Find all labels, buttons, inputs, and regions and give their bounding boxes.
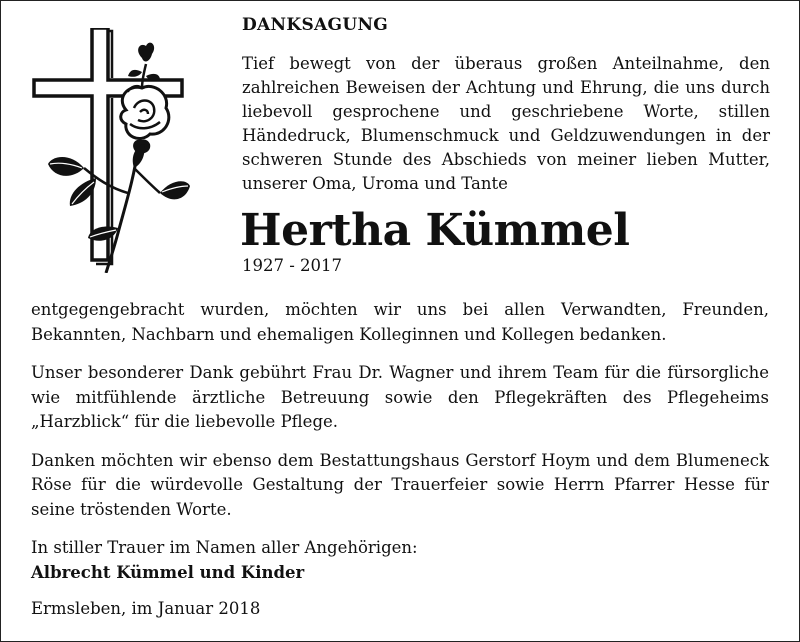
notice-heading: DANKSAGUNG [242, 15, 389, 35]
thanks-paragraph: Unser besonderer Dank gebührt Frau Dr. Wagner und ihrem Team für die fürsorgliche wie mitfühlende ärztliche Betreuung sowie den Pflegekräften des Pflegeheims „Harzblick“ für die liebevolle Pflege. [31, 363, 769, 431]
thanks-paragraph: Danken möchten wir ebenso dem Bestattungshaus Gerstorf Hoym und dem Blumeneck Röse für die würdevolle Gestaltung der Trauerfeier sowie Herrn Pfarrer Hesse für seine tröstenden Worte. [31, 450, 769, 519]
signature-block [31, 536, 769, 585]
thanks-paragraph: entgegengebracht wurden, möchten wir uns bei allen Verwandten, Freunden, Bekannten, Nachbarn und ehemaligen Kolleginnen und Kollegen bedanken. [31, 300, 769, 344]
notice-body [31, 298, 769, 618]
intro-text: Tief bewegt von der überaus großen Anteilnahme, den zahlreichen Beweisen der Achtung und Ehrung, die uns durch liebevoll gesprochene und geschriebene Worte, stillen Händedruck, Blumenschmuck und Geldzuwendungen in der schweren Stunde des Abschieds von meiner lieben Mutter, unserer Oma, Uroma und Tante [242, 54, 770, 193]
signature-names: Albrecht Kümmel und Kinder [31, 562, 305, 582]
cross-with-rose-icon [30, 28, 190, 273]
deceased-name: Hertha Kümmel [240, 205, 630, 256]
place-date: Ermsleben, im Januar 2018 [31, 599, 261, 618]
life-dates: 1927 - 2017 [242, 256, 343, 275]
signature-line: In stiller Trauer im Namen aller Angehörigen: [31, 538, 418, 557]
notice-header [242, 15, 770, 275]
